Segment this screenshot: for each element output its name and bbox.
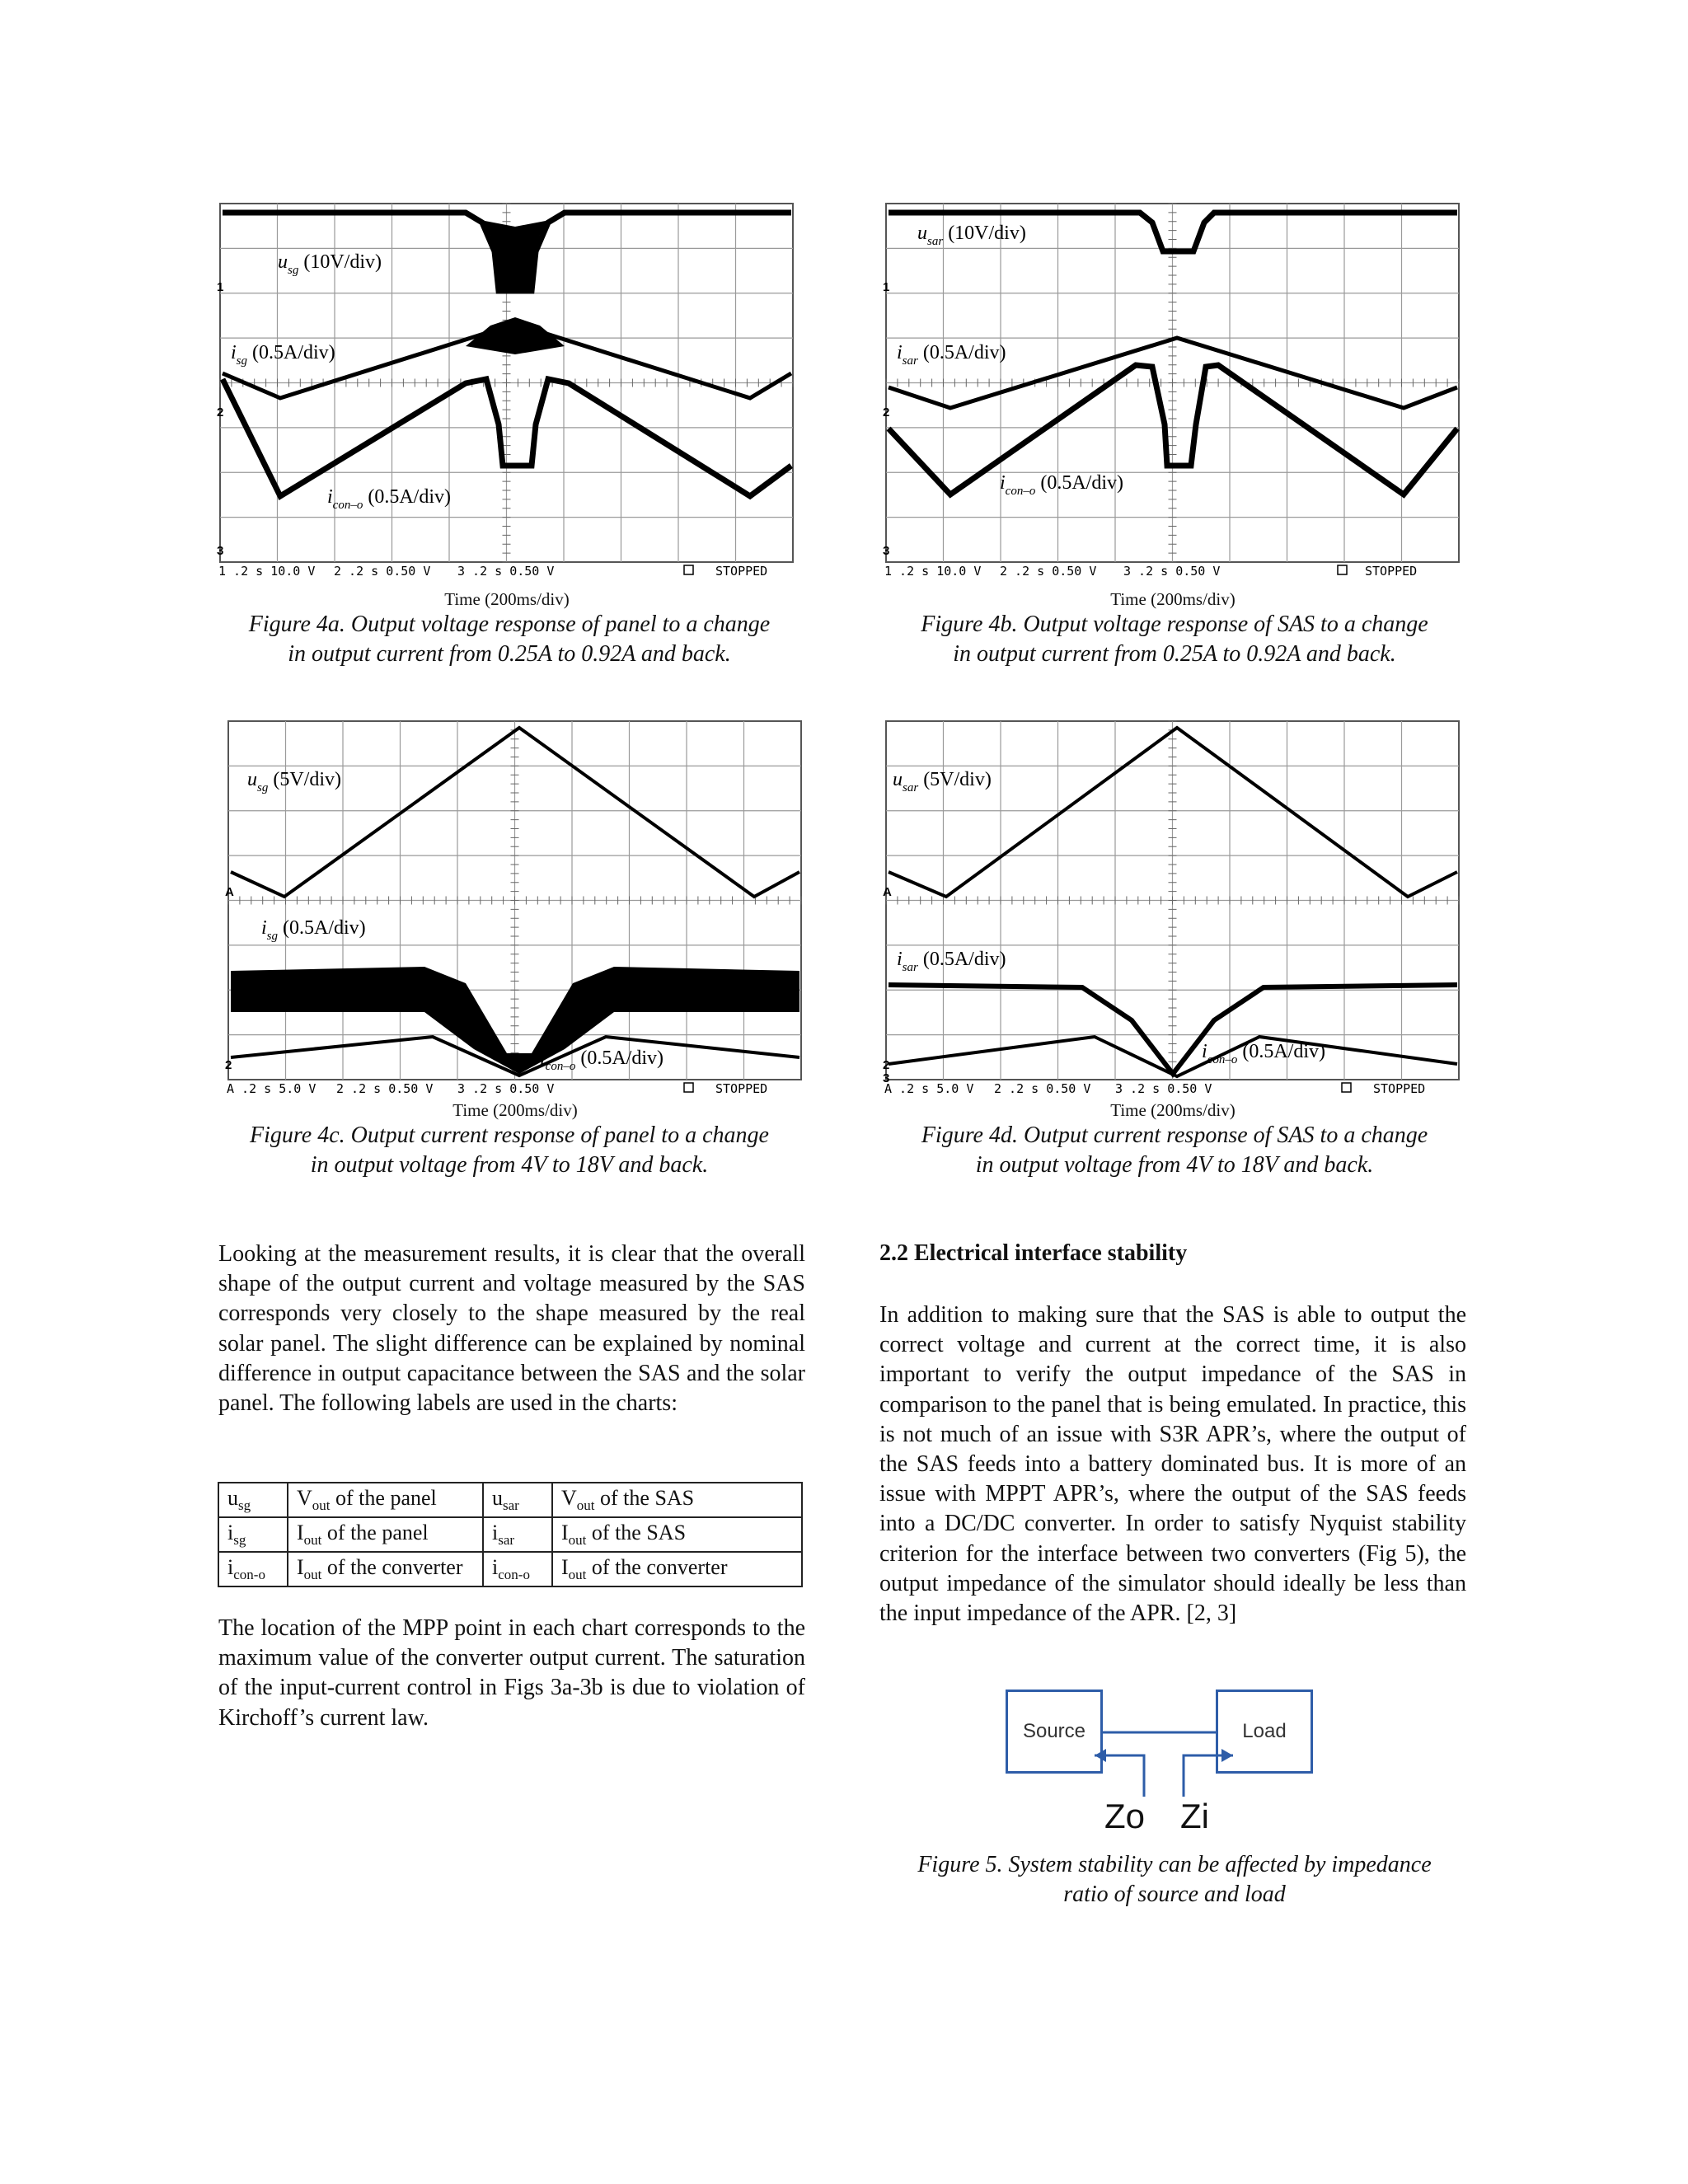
svg-text:3 .2 s 0.50 V: 3 .2 s 0.50 V bbox=[457, 564, 555, 579]
svg-text:3 .2 s 0.50 V: 3 .2 s 0.50 V bbox=[457, 1081, 555, 1096]
caption-figure-4d: Figure 4d. Output current response of SAS to a change in output voltage from 4V to 18V and back. bbox=[921, 1122, 1428, 1178]
scope-plot-4b bbox=[884, 202, 1461, 593]
oscilloscope-figure-4b bbox=[883, 202, 1461, 609]
status-bar bbox=[218, 564, 767, 579]
svg-text:STOPPED: STOPPED bbox=[715, 1081, 768, 1096]
table-row: $u_{sg}$ $V_{out}$ of the panel $u_{sar}$ $V_{out}$ of the SAS bbox=[218, 1483, 802, 1517]
scope-plot-4c bbox=[227, 719, 804, 1111]
svg-text:3: 3 bbox=[883, 544, 890, 558]
svg-text:3 .2 s 0.50 V: 3 .2 s 0.50 V bbox=[1115, 1081, 1212, 1096]
label-i-con-o: $i_{con-o}$ (0.5A/div) bbox=[1000, 472, 1123, 498]
svg-text:1: 1 bbox=[883, 280, 890, 294]
impedance-arrows bbox=[989, 1681, 1368, 1846]
time-axis-label: Time (200ms/div) bbox=[452, 1100, 578, 1120]
oscilloscope-figure-4c bbox=[225, 719, 804, 1120]
left-paragraph-1: Looking at the measurement results, it is clear that the overall shape of the output current and voltage measured by the SAS corresponds very closely to the shape measured by the real solar panel. The slight difference can be explained by nominal difference in output capacitance between the SAS and the solar panel. The following labels are used in the charts: bbox=[218, 1241, 805, 1417]
label-u-sg: $u_{sg}$ (10V/div) bbox=[278, 251, 382, 277]
svg-text:2 .2 s 0.50 V: 2 .2 s 0.50 V bbox=[334, 564, 431, 579]
svg-text:2: 2 bbox=[883, 405, 890, 419]
status-bar bbox=[227, 1081, 767, 1096]
caption-figure-5: Figure 5. System stability can be affected by impedance ratio of source and load bbox=[917, 1852, 1432, 1907]
label-i-con-o: $i_{con-o}$ (0.5A/div) bbox=[540, 1047, 663, 1073]
svg-text:2 .2 s 0.50 V: 2 .2 s 0.50 V bbox=[994, 1081, 1091, 1096]
svg-text:1 .2 s 10.0 V: 1 .2 s 10.0 V bbox=[884, 564, 982, 579]
svg-text:2: 2 bbox=[225, 1058, 232, 1072]
svg-text:STOPPED: STOPPED bbox=[1373, 1081, 1426, 1096]
label-u-sar: $u_{sar}$ (5V/div) bbox=[893, 769, 992, 794]
caption-figure-4b: Figure 4b. Output voltage response of SAS to a change in output current from 0.25A to 0.92A and back. bbox=[921, 612, 1428, 667]
label-i-con-o: $i_{con-o}$ (0.5A/div) bbox=[1202, 1041, 1325, 1066]
table-row: $i_{sg}$ $I_{out}$ of the panel $i_{sar}$ $I_{out}$ of the SAS bbox=[218, 1517, 802, 1552]
label-u-sar: $u_{sar}$ (10V/div) bbox=[917, 223, 1026, 248]
svg-text:1: 1 bbox=[217, 280, 224, 294]
zo-label: Zo bbox=[1104, 1797, 1146, 1835]
svg-text:3 .2 s 0.50 V: 3 .2 s 0.50 V bbox=[1123, 564, 1221, 579]
svg-text:STOPPED: STOPPED bbox=[715, 564, 768, 579]
svg-text:3: 3 bbox=[883, 1071, 890, 1085]
load-box: Load bbox=[1216, 1690, 1313, 1774]
label-i-con-o: $i_{con-o}$ (0.5A/div) bbox=[327, 486, 451, 512]
label-i-sar: $i_{sar}$ (0.5A/div) bbox=[897, 949, 1006, 974]
time-axis-label: Time (200ms/div) bbox=[444, 589, 570, 609]
svg-text:1 .2 s 10.0 V: 1 .2 s 10.0 V bbox=[218, 564, 316, 579]
svg-text:2: 2 bbox=[217, 405, 224, 419]
svg-text:A .2 s 5.0 V: A .2 s 5.0 V bbox=[884, 1081, 974, 1096]
time-axis-label: Time (200ms/div) bbox=[1110, 589, 1236, 609]
label-i-sg: $i_{sg}$ (0.5A/div) bbox=[261, 917, 366, 943]
svg-text:2 .2 s 0.50 V: 2 .2 s 0.50 V bbox=[1000, 564, 1097, 579]
label-u-sg: $u_{sg}$ (5V/div) bbox=[247, 769, 341, 794]
oscilloscope-figure-4d bbox=[883, 719, 1461, 1120]
svg-text:STOPPED: STOPPED bbox=[1365, 564, 1418, 579]
svg-text:2 .2 s 0.50 V: 2 .2 s 0.50 V bbox=[336, 1081, 434, 1096]
zi-label: Zi bbox=[1180, 1797, 1209, 1835]
scope-plot-4a bbox=[218, 202, 795, 593]
status-bar bbox=[884, 564, 1417, 579]
svg-text:A: A bbox=[225, 885, 234, 899]
oscilloscope-figure-4a bbox=[217, 202, 795, 609]
label-i-sg: $i_{sg}$ (0.5A/div) bbox=[231, 342, 335, 368]
left-paragraph-2: The location of the MPP point in each chart corresponds to the maximum value of the converter output current. The saturation of the input-current control in Figs 3a-3b is due to violation of Kirchoff’s current law. bbox=[218, 1615, 805, 1731]
svg-text:A .2 s 5.0 V: A .2 s 5.0 V bbox=[227, 1081, 316, 1096]
svg-text:2: 2 bbox=[883, 1058, 890, 1072]
scope-plot-4d bbox=[884, 719, 1461, 1111]
svg-text:3: 3 bbox=[217, 544, 224, 558]
time-axis-label: Time (200ms/div) bbox=[1110, 1100, 1236, 1120]
section-heading: 2.2 Electrical interface stability bbox=[879, 1240, 1188, 1266]
right-paragraph: In addition to making sure that the SAS is able to output the correct voltage and current at the correct time, it is also important to verify the output impedance of the SAS in comparison to the panel that is being emulated. In practice, this is not much of an issue with S3R APR’s, where the output of the SAS feeds into a battery dominated bus. It is more of an issue with MPPT APR’s, where the output of the SAS feeds into a DC/DC converter. In order to satisfy Nyquist stability criterion for the interface between two converters (Fig 5), the output impedance of the simulator should ideally be less than the input impedance of the APR. [2, 3] bbox=[879, 1302, 1466, 1627]
label-i-sar: $i_{sar}$ (0.5A/div) bbox=[897, 342, 1006, 368]
table-row: $i_{con-o}$ $I_{out}$ of the converter $i_{con-o}$ $I_{out}$ of the converter bbox=[218, 1552, 802, 1586]
caption-figure-4a: Figure 4a. Output voltage response of panel to a change in output current from 0.25A to 0.92A and back. bbox=[248, 612, 771, 667]
label-table bbox=[218, 1482, 803, 1587]
caption-figure-4c: Figure 4c. Output current response of panel to a change in output voltage from 4V to 18V and back. bbox=[250, 1122, 769, 1178]
svg-text:A: A bbox=[883, 885, 892, 899]
source-box: Source bbox=[1006, 1690, 1103, 1774]
figure-5-diagram bbox=[989, 1681, 1368, 1846]
status-bar bbox=[884, 1081, 1425, 1096]
